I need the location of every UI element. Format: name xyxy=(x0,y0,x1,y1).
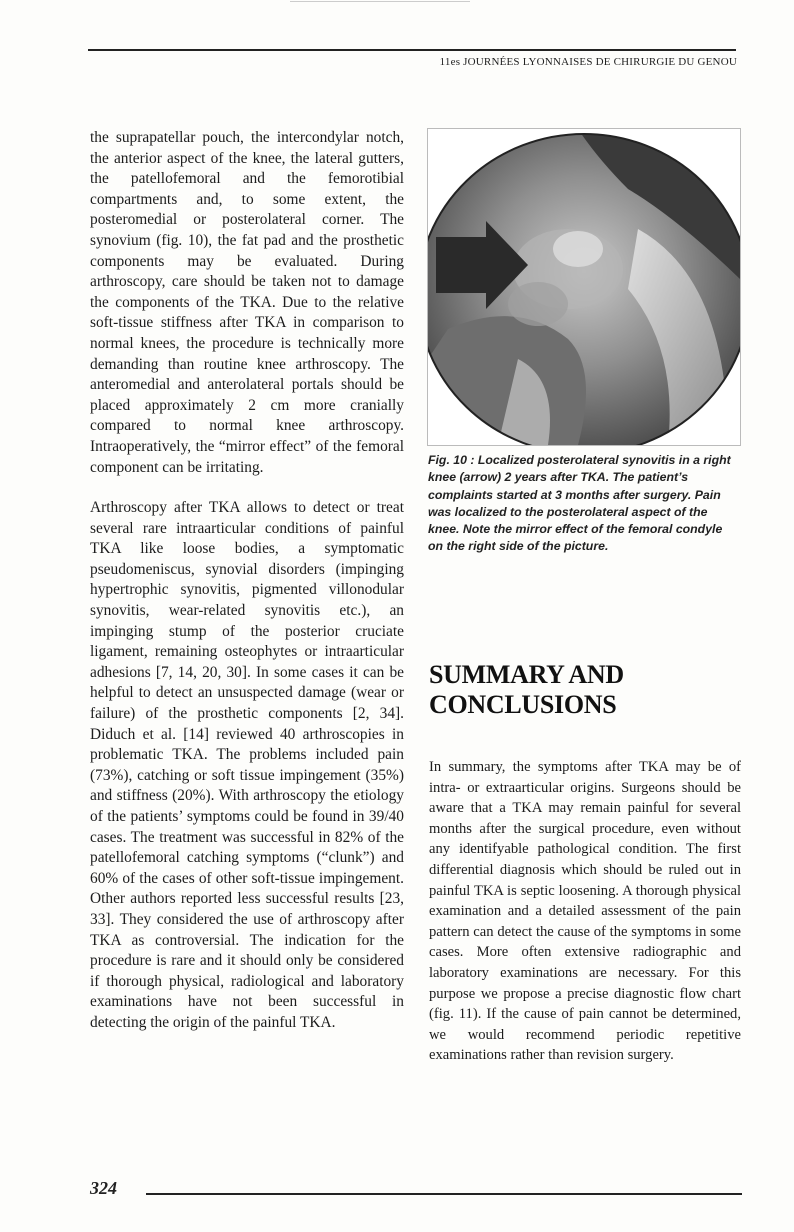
footer-rule xyxy=(146,1193,742,1195)
left-column xyxy=(90,128,404,1034)
arthroscopy-figure xyxy=(427,128,741,446)
running-head: 11es JOURNÉES LYONNAISES DE CHIRURGIE DU GENOU xyxy=(439,56,737,68)
section-heading: SUMMARY AND CONCLUSIONS xyxy=(429,660,624,719)
arthroscopy-image xyxy=(428,129,740,445)
top-hairline xyxy=(290,1,470,2)
body-paragraph: In summary, the symptoms after TKA may be of intra- or extraarticular origins. Surgeons should be aware that a TKA may remain painful for several months after the surgical procedure, even without any identifyable pathological condition. The first differential diagnosis which should be ruled out in painful TKA is septic loosening. A thorough physical examination and a detailed assessment of the pain pattern can detect the cause of the symptoms in some cases. More often extensive radiographic and laboratory examinations are necessary. For this purpose we propose a precise diagnostic flow chart (fig. 11). If the cause of pain cannot be determined, we would recommend periodic repetitive examinations rather than revision surgery. xyxy=(429,759,741,1064)
figure-caption: Fig. 10 : Localized posterolateral synovitis in a right knee (arrow) 2 years after TKA. The patient’s complaints started at 3 months after surgery. Pain was localized to the posterolateral aspect of the knee. Note the mirror effect of the femoral condyle on the right side of the picture. xyxy=(428,453,731,554)
page-number: 324 xyxy=(90,1178,117,1198)
body-paragraph: Arthroscopy after TKA allows to detect or treat several rare intraarticular conditions of painful TKA like loose bodies, a symptomatic pseudomeniscus, synovial disorders (impinging hypertrophic synovitis, pigmented villonodular synovitis, wear-related synovitis etc.), an impinging stump of the posterior cruciate ligament, remaining osteophytes or intraarticular adhesions [7, 14, 20, 30]. In some cases it can be helpful to detect an unsuspected damage (wear or failure) of the prosthetic components [2, 34]. Diduch et al. [14] reviewed 40 arthroscopies in problematic TKA. The problems included pain (73%), catching or soft tissue impingement (35%) and stiffness (20%). With arthroscopy the etiology of the patients’ symptoms could be found in 39/40 cases. The treatment was successful in 82% of the patellofemoral catching symptoms (“clunk”) and 60% of the cases of other soft-tissue impingement. Other authors reported less successful results [23, 33]. They considered the use of arthroscopy after TKA as controversial. The indication for the procedure is rare and it should only be considered if thorough physical, radiological and laboratory examinations have not been successful in detecting the origin of the painful TKA. xyxy=(90,499,404,1031)
body-paragraph: the suprapatellar pouch, the intercondylar notch, the anterior aspect of the knee, the lateral gutters, the patellofemoral and the femorotibial compartments and, to some extent, the posteromedial or posterolateral corner. The synovium (fig. 10), the fat pad and the prosthetic components may be evaluated. During arthroscopy, care should be taken not to damage the components of the TKA. Due to the relative soft-tissue stiffness after TKA in comparison to normal knees, the procedure is technically more demanding than routine knee arthroscopy. The anteromedial and anterolateral portals should be placed approximately 2 cm more cranially compared to normal knee arthroscopy. Intraoperatively, the “mirror effect” of the femoral component can be irritating. xyxy=(90,129,404,476)
right-column xyxy=(429,757,741,1066)
header-rule xyxy=(88,49,736,51)
